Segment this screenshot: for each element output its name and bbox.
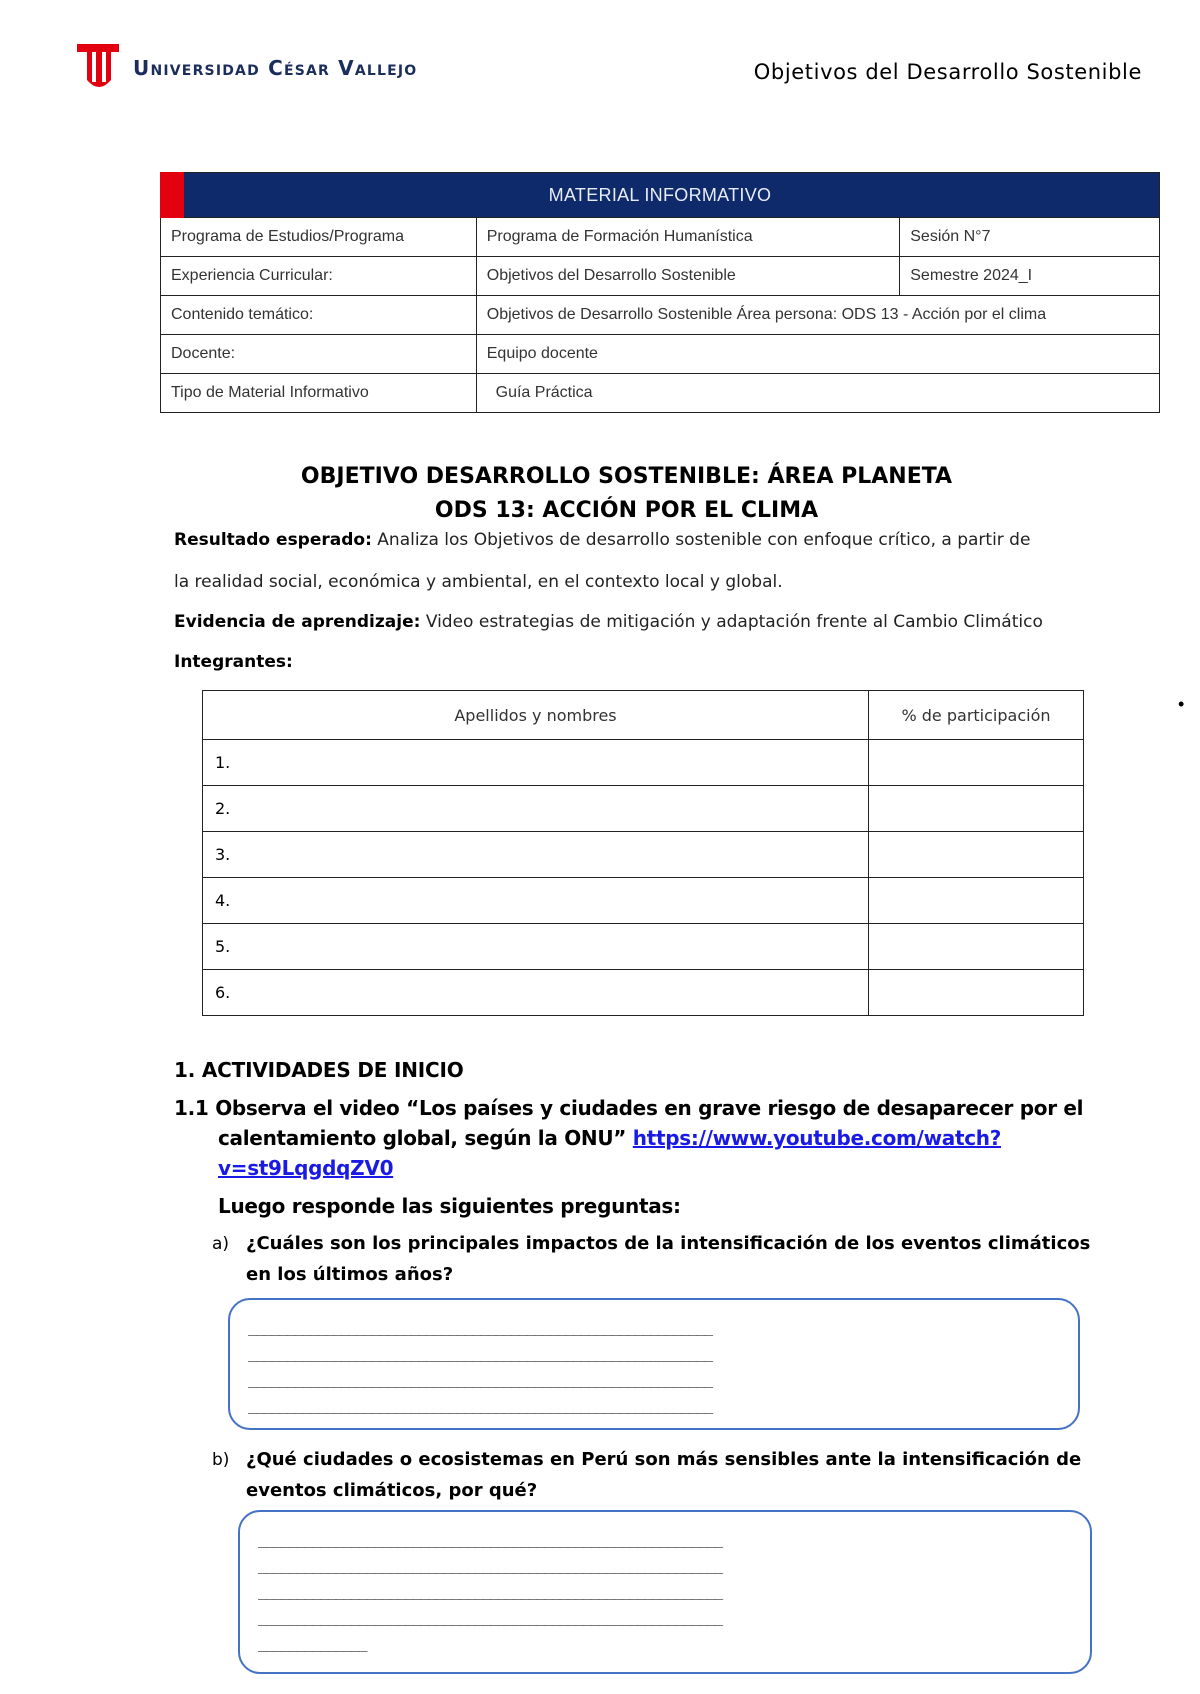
info-table-header [161, 173, 1160, 218]
university-logo [75, 40, 123, 94]
member-number: 6. [203, 970, 869, 1016]
video-link-cont[interactable]: v=st9LqgdqZV0 [218, 1156, 394, 1180]
info-label: Experiencia Curricular: [161, 257, 477, 296]
red-tab [160, 172, 184, 218]
logo-icon [75, 40, 123, 94]
info-row [161, 296, 1160, 335]
answer-box-b[interactable] [238, 1510, 1092, 1674]
evidence [174, 612, 1043, 632]
member-number: 3. [203, 832, 869, 878]
activity-item-line1: 1.1 Observa el video “Los países y ciudades en grave riesgo de desaparecer por el [174, 1096, 1084, 1120]
participation-cell[interactable] [869, 786, 1084, 832]
answer-lines-b: ____________________________________________________________ ____________________________________________________________ ____________________________________________________________ ____________________________________________________________ ______________ [258, 1530, 722, 1652]
member-number: 4. [203, 878, 869, 924]
question-a-letter: a) [212, 1234, 230, 1254]
col-participation-header: % de participación [869, 691, 1084, 740]
participation-cell[interactable] [869, 878, 1084, 924]
activity-item-line3 [218, 1156, 393, 1180]
info-value: Equipo docente [476, 335, 1159, 374]
expected-result-cont: la realidad social, económica y ambiental, en el contexto local y global. [174, 572, 783, 592]
stray-bullet: • [1178, 694, 1185, 714]
participation-cell[interactable] [869, 970, 1084, 1016]
sub-title: ODS 13: ACCIÓN POR EL CLIMA [434, 498, 819, 523]
info-row [161, 374, 1160, 413]
activities-title: 1. ACTIVIDADES DE INICIO [174, 1058, 464, 1082]
info-label: Docente: [161, 335, 477, 374]
question-b-text: ¿Qué ciudades o ecosistemas en Perú son más sensibles ante la intensificación de eventos climáticos, por qué? [246, 1449, 1082, 1501]
table-row [203, 970, 1084, 1016]
info-row [161, 218, 1160, 257]
participation-cell[interactable] [869, 740, 1084, 786]
respond-instruction: Luego responde las siguientes preguntas: [218, 1194, 681, 1218]
evidence-label: Evidencia de aprendizaje: [174, 612, 421, 632]
expected-result-label: Resultado esperado: [174, 530, 372, 550]
table-row [203, 832, 1084, 878]
info-table [160, 172, 1160, 413]
video-link[interactable]: https://www.youtube.com/watch? [632, 1126, 1001, 1150]
activity-item-line2: calentamiento global, según la ONU” https://www.youtube.com/watch? [218, 1126, 1001, 1150]
answer-lines-a: ____________________________________________________________ ____________________________________________________________ ____________________________________________________________ ____________________________________________________________ [248, 1318, 712, 1414]
info-table-title: MATERIAL INFORMATIVO [548, 184, 772, 205]
info-extra: Semestre 2024_I [900, 257, 1160, 296]
col-names-header: Apellidos y nombres [203, 691, 869, 740]
members-header [203, 691, 1084, 740]
table-row [203, 740, 1084, 786]
member-number: 1. [203, 740, 869, 786]
table-row [203, 786, 1084, 832]
answer-box-a[interactable] [228, 1298, 1080, 1430]
participation-cell[interactable] [869, 832, 1084, 878]
members-label: Integrantes: [174, 652, 293, 672]
members-table [202, 690, 1084, 1016]
info-value: Objetivos del Desarrollo Sostenible [476, 257, 900, 296]
info-value: Objetivos de Desarrollo Sostenible Área persona: ODS 13 - Acción por el clima [476, 296, 1159, 335]
info-value: Guía Práctica [476, 374, 1159, 413]
info-label: Programa de Estudios/Programa [161, 218, 477, 257]
info-row [161, 257, 1160, 296]
question-a-text: ¿Cuáles son los principales impactos de la intensificación de los eventos climáticos en los últimos años? [246, 1233, 1091, 1285]
participation-cell[interactable] [869, 924, 1084, 970]
expected-result-text: Analiza los Objetivos de desarrollo sostenible con enfoque crítico, a partir de [371, 530, 1031, 550]
evidence-text: Video estrategias de mitigación y adaptación frente al Cambio Climático [420, 612, 1043, 632]
info-label: Tipo de Material Informativo [161, 374, 477, 413]
info-row [161, 335, 1160, 374]
document-header-title: Objetivos del Desarrollo Sostenible [753, 60, 1142, 84]
main-title: OBJETIVO DESARROLLO SOSTENIBLE: ÁREA PLANETA [300, 464, 953, 489]
table-row [203, 924, 1084, 970]
member-number: 2. [203, 786, 869, 832]
info-extra: Sesión N°7 [900, 218, 1160, 257]
question-b-letter: b) [212, 1450, 230, 1470]
table-row [203, 878, 1084, 924]
expected-result [174, 530, 1030, 550]
university-name: Universidad César Vallejo [133, 56, 418, 80]
info-label: Contenido temático: [161, 296, 477, 335]
info-value: Programa de Formación Humanística [476, 218, 900, 257]
member-number: 5. [203, 924, 869, 970]
